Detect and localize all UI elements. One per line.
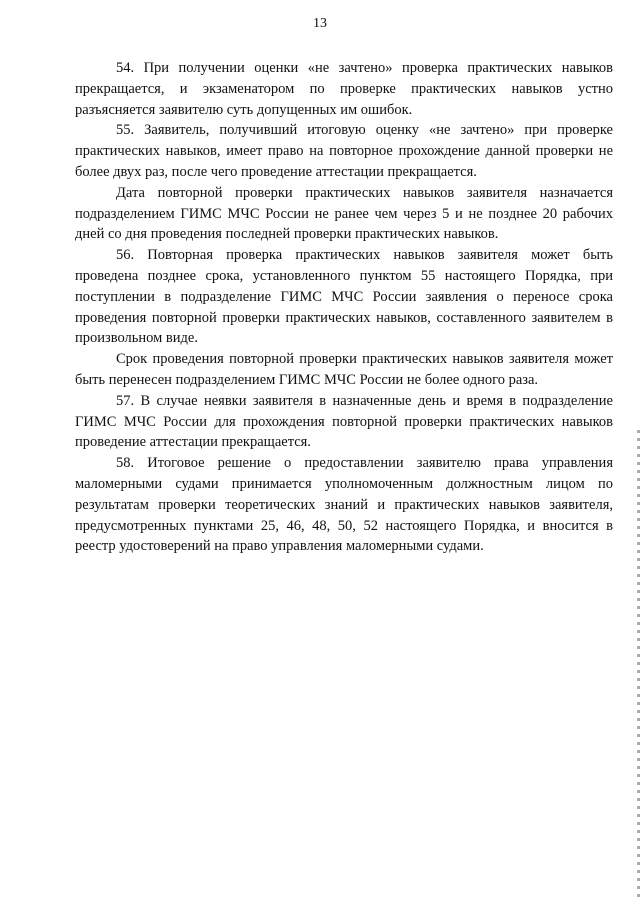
paragraph-57: 57. В случае неявки заявителя в назначенные день и время в подразделение ГИМС МЧС России для прохождения повторной проверки практических навыков проведение аттестации прекращается. xyxy=(75,392,613,451)
paragraph-54: 54. При получении оценки «не зачтено» проверка практических навыков прекращается, и экзаменатором по проверке практических навыков устно разъясняется заявителю суть допущенных им ошибок. xyxy=(75,60,613,118)
paragraph-56: 56. Повторная проверка практических навыков заявителя может быть проведена позднее срока, установленного пунктом 55 настоящего Порядка, при поступлении в подразделение ГИМС МЧС России заявления о переносе срока проведения повторной проверки практических навыков, составленного заявителем в произвольном виде. xyxy=(75,247,613,347)
paragraph-58: 58. Итоговое решение о предоставлении заявителю права управления маломерными судами принимается уполномоченным должностным лицом по результатам проверки теоретических знаний и практических навыков заявителя, предусмотренных пунктами 25, 46, 48, 50, 52 настоящего Порядка, и вносится в реестр удостоверений на право управления маломерными судами. xyxy=(75,455,613,555)
page-number: 13 xyxy=(313,16,327,31)
paragraph-55: 55. Заявитель, получивший итоговую оценку «не зачтено» при проверке практических навыков, имеет право на повторное прохождение данной проверки не более двух раз, после чего проведение аттестации прекращается. xyxy=(75,122,613,180)
paragraph-55-date: Дата повторной проверки практических навыков заявителя назначается подразделением ГИМС МЧС России не ранее чем через 5 и не позднее 20 рабочих дней со дня проведения последней проверки практических навыков. xyxy=(75,184,613,243)
paragraph-56-term: Срок проведения повторной проверки практических навыков заявителя может быть перенесен подразделением ГИМС МЧС России не более одного раза. xyxy=(75,351,613,388)
document-body xyxy=(75,58,613,557)
